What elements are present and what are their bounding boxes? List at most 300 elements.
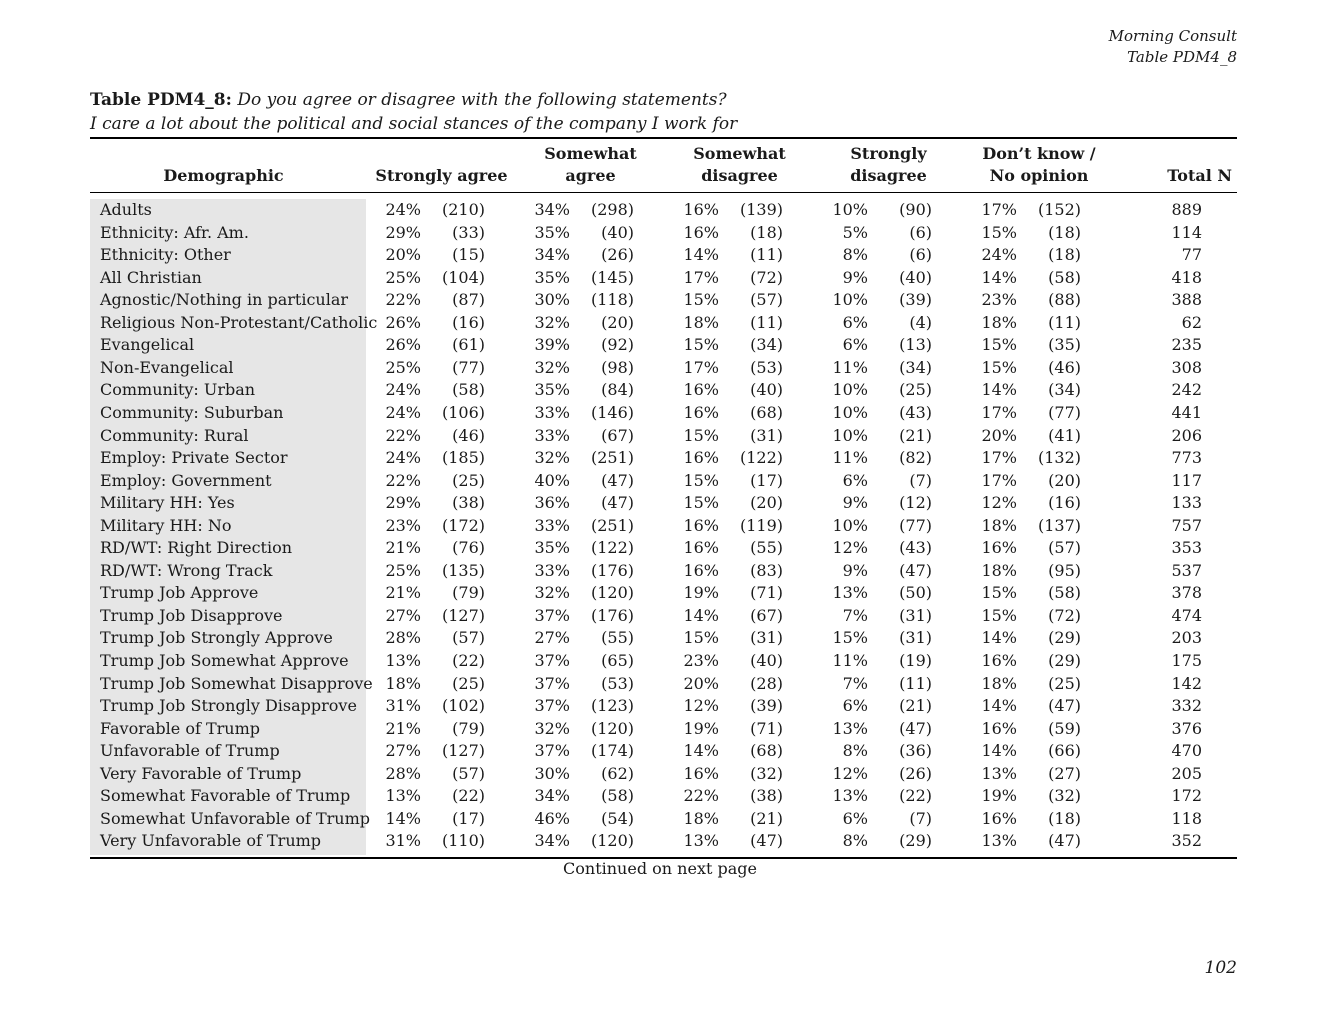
row-label: Trump Job Strongly Disapprove bbox=[100, 696, 357, 716]
table-row bbox=[90, 560, 1237, 582]
cell-total-n: 242 bbox=[1171, 380, 1202, 400]
cell-dk-pct: 16% bbox=[981, 651, 1017, 670]
cell-sd-n: (19) bbox=[899, 651, 932, 670]
header-rule bbox=[90, 192, 1237, 193]
cell-dk-n: (25) bbox=[1048, 673, 1081, 693]
cell-swa-n: (146) bbox=[590, 402, 634, 422]
cell-swa-n: (298) bbox=[590, 200, 634, 219]
cell-dk-pct: 23% bbox=[981, 290, 1017, 310]
cell-sd-pct: 10% bbox=[832, 290, 868, 310]
row-label: Community: Suburban bbox=[100, 402, 284, 422]
cell-sd-pct: 13% bbox=[832, 786, 868, 806]
cell-swd-pct: 13% bbox=[683, 831, 719, 851]
col-total-n: Total N bbox=[1167, 166, 1232, 185]
table-row bbox=[90, 627, 1237, 649]
table-row bbox=[90, 379, 1237, 401]
cell-swd-n: (53) bbox=[750, 357, 783, 377]
col-somewhat-disagree-l2: disagree bbox=[701, 166, 778, 185]
table-row bbox=[90, 402, 1237, 424]
cell-swd-pct: 14% bbox=[683, 245, 719, 265]
cell-dk-n: (77) bbox=[1048, 402, 1081, 422]
row-label: Unfavorable of Trump bbox=[100, 741, 280, 761]
col-dont-know-l1: Don’t know / bbox=[982, 144, 1096, 163]
cell-sd-n: (26) bbox=[899, 763, 932, 783]
cell-swa-pct: 27% bbox=[534, 628, 570, 648]
cell-sa-pct: 20% bbox=[385, 245, 421, 265]
cell-swd-pct: 22% bbox=[683, 786, 719, 806]
cell-swd-n: (47) bbox=[750, 831, 783, 851]
cell-sd-n: (6) bbox=[909, 245, 932, 265]
cell-dk-n: (32) bbox=[1048, 786, 1081, 806]
cell-total-n: 117 bbox=[1171, 470, 1202, 490]
cell-swd-pct: 16% bbox=[683, 402, 719, 422]
cell-swa-n: (58) bbox=[601, 786, 634, 806]
cell-total-n: 62 bbox=[1181, 312, 1202, 332]
cell-dk-n: (18) bbox=[1048, 222, 1081, 242]
cell-sa-pct: 27% bbox=[385, 741, 421, 761]
cell-swd-pct: 17% bbox=[683, 267, 719, 287]
cell-swa-n: (47) bbox=[601, 470, 634, 490]
cell-swa-pct: 37% bbox=[534, 651, 570, 670]
cell-total-n: 474 bbox=[1171, 605, 1202, 625]
cell-total-n: 376 bbox=[1171, 718, 1202, 738]
col-dont-know-l2: No opinion bbox=[989, 166, 1089, 185]
cell-swd-pct: 12% bbox=[683, 696, 719, 716]
cell-sa-n: (104) bbox=[441, 267, 485, 287]
cell-swd-n: (71) bbox=[750, 583, 783, 603]
cell-sd-n: (47) bbox=[899, 718, 932, 738]
cell-swd-n: (38) bbox=[750, 786, 783, 806]
cell-dk-n: (20) bbox=[1048, 470, 1081, 490]
cell-total-n: 203 bbox=[1171, 628, 1202, 648]
cell-total-n: 332 bbox=[1171, 696, 1202, 716]
cell-swa-n: (20) bbox=[601, 312, 634, 332]
cell-swa-pct: 40% bbox=[534, 470, 570, 490]
cell-swa-n: (120) bbox=[590, 831, 634, 851]
cell-dk-pct: 15% bbox=[981, 583, 1017, 603]
row-label: Military HH: Yes bbox=[100, 493, 235, 513]
cell-sd-n: (39) bbox=[899, 290, 932, 310]
cell-sa-pct: 31% bbox=[385, 696, 421, 716]
cell-swd-pct: 15% bbox=[683, 470, 719, 490]
cell-sa-pct: 28% bbox=[385, 763, 421, 783]
cell-swa-n: (176) bbox=[590, 560, 634, 580]
cell-total-n: 773 bbox=[1171, 448, 1202, 468]
cell-dk-n: (41) bbox=[1048, 425, 1081, 445]
cell-dk-pct: 15% bbox=[981, 335, 1017, 355]
cell-total-n: 205 bbox=[1171, 763, 1202, 783]
cell-swa-pct: 32% bbox=[534, 718, 570, 738]
cell-sd-n: (21) bbox=[899, 425, 932, 445]
cell-sa-n: (79) bbox=[452, 718, 485, 738]
cell-swa-pct: 39% bbox=[534, 335, 570, 355]
cell-swa-n: (123) bbox=[590, 696, 634, 716]
table-row bbox=[90, 334, 1237, 356]
row-label: Military HH: No bbox=[100, 515, 232, 535]
cell-total-n: 133 bbox=[1171, 493, 1202, 513]
cell-sd-pct: 7% bbox=[842, 605, 868, 625]
cell-swd-pct: 16% bbox=[683, 560, 719, 580]
cell-swa-n: (120) bbox=[590, 718, 634, 738]
cell-sa-n: (127) bbox=[441, 605, 485, 625]
cell-swa-n: (40) bbox=[601, 222, 634, 242]
table-row bbox=[90, 222, 1237, 244]
cell-sa-pct: 25% bbox=[385, 357, 421, 377]
cell-dk-n: (152) bbox=[1037, 200, 1081, 219]
cell-dk-pct: 16% bbox=[981, 808, 1017, 828]
cell-swa-n: (251) bbox=[590, 515, 634, 535]
table-row bbox=[90, 515, 1237, 537]
col-somewhat-disagree-l1: Somewhat bbox=[693, 144, 786, 163]
cell-sa-n: (210) bbox=[441, 200, 485, 219]
cell-swd-pct: 14% bbox=[683, 605, 719, 625]
cell-total-n: 175 bbox=[1171, 651, 1202, 670]
cell-swd-pct: 15% bbox=[683, 290, 719, 310]
row-label: Ethnicity: Other bbox=[100, 245, 231, 265]
cell-sa-pct: 21% bbox=[385, 538, 421, 558]
cell-sd-n: (40) bbox=[899, 267, 932, 287]
cell-swa-pct: 32% bbox=[534, 312, 570, 332]
cell-dk-pct: 20% bbox=[981, 425, 1017, 445]
cell-swa-n: (122) bbox=[590, 538, 634, 558]
cell-dk-pct: 15% bbox=[981, 605, 1017, 625]
cell-dk-n: (66) bbox=[1048, 741, 1081, 761]
cell-sa-n: (22) bbox=[452, 651, 485, 670]
cell-sd-pct: 5% bbox=[842, 222, 868, 242]
table-row bbox=[90, 785, 1237, 807]
cell-swd-n: (57) bbox=[750, 290, 783, 310]
cell-sd-n: (7) bbox=[909, 470, 932, 490]
cell-dk-n: (132) bbox=[1037, 448, 1081, 468]
header-table-id: Table PDM4_8 bbox=[1127, 48, 1237, 66]
cell-swa-n: (98) bbox=[601, 357, 634, 377]
cell-sa-pct: 24% bbox=[385, 402, 421, 422]
cell-sd-n: (43) bbox=[899, 538, 932, 558]
running-header bbox=[1109, 26, 1237, 68]
cell-sd-n: (90) bbox=[899, 200, 932, 219]
cell-total-n: 352 bbox=[1171, 831, 1202, 851]
top-rule bbox=[90, 137, 1237, 139]
cell-sa-pct: 21% bbox=[385, 718, 421, 738]
cell-swa-n: (26) bbox=[601, 245, 634, 265]
cell-dk-n: (47) bbox=[1048, 831, 1081, 851]
cell-swa-pct: 37% bbox=[534, 673, 570, 693]
cell-swd-n: (20) bbox=[750, 493, 783, 513]
cell-swa-n: (62) bbox=[601, 763, 634, 783]
cell-dk-n: (27) bbox=[1048, 763, 1081, 783]
cell-sd-n: (7) bbox=[909, 808, 932, 828]
cell-total-n: 142 bbox=[1171, 673, 1202, 693]
cell-dk-n: (72) bbox=[1048, 605, 1081, 625]
cell-total-n: 172 bbox=[1171, 786, 1202, 806]
row-label: Somewhat Favorable of Trump bbox=[100, 786, 351, 806]
cell-sd-pct: 9% bbox=[842, 560, 868, 580]
cell-dk-pct: 18% bbox=[981, 560, 1017, 580]
table-row bbox=[90, 718, 1237, 740]
cell-swd-n: (40) bbox=[750, 380, 783, 400]
cell-sa-n: (17) bbox=[452, 808, 485, 828]
table-row bbox=[90, 267, 1237, 289]
cell-total-n: 470 bbox=[1171, 741, 1202, 761]
cell-sd-pct: 10% bbox=[832, 200, 868, 219]
col-strongly-disagree-l1: Strongly bbox=[850, 144, 927, 163]
col-strongly-disagree-l2: disagree bbox=[850, 166, 927, 185]
cell-dk-pct: 16% bbox=[981, 718, 1017, 738]
cell-sd-pct: 10% bbox=[832, 402, 868, 422]
cell-sd-pct: 10% bbox=[832, 515, 868, 535]
cell-sd-n: (43) bbox=[899, 402, 932, 422]
cell-swd-pct: 23% bbox=[683, 651, 719, 670]
cell-swd-n: (122) bbox=[739, 448, 783, 468]
cell-dk-pct: 14% bbox=[981, 380, 1017, 400]
cell-sd-pct: 6% bbox=[842, 808, 868, 828]
cell-dk-pct: 12% bbox=[981, 493, 1017, 513]
cell-dk-n: (16) bbox=[1048, 493, 1081, 513]
cell-dk-pct: 15% bbox=[981, 357, 1017, 377]
cell-sa-pct: 25% bbox=[385, 560, 421, 580]
cell-swa-pct: 34% bbox=[534, 786, 570, 806]
cell-swa-pct: 33% bbox=[534, 402, 570, 422]
cell-swd-n: (55) bbox=[750, 538, 783, 558]
cell-sa-pct: 26% bbox=[385, 312, 421, 332]
cell-sa-pct: 24% bbox=[385, 448, 421, 468]
table-row bbox=[90, 673, 1237, 695]
cell-sd-pct: 6% bbox=[842, 335, 868, 355]
table-row bbox=[90, 605, 1237, 627]
cell-swd-n: (32) bbox=[750, 763, 783, 783]
cell-swa-n: (92) bbox=[601, 335, 634, 355]
cell-dk-pct: 14% bbox=[981, 267, 1017, 287]
cell-sa-pct: 22% bbox=[385, 470, 421, 490]
cell-total-n: 388 bbox=[1171, 290, 1202, 310]
cell-swd-pct: 16% bbox=[683, 515, 719, 535]
row-label: Religious Non-Protestant/Catholic bbox=[100, 312, 378, 332]
cell-sd-n: (13) bbox=[899, 335, 932, 355]
cell-sd-pct: 8% bbox=[842, 245, 868, 265]
row-label: Evangelical bbox=[100, 335, 195, 355]
cell-swd-pct: 16% bbox=[683, 200, 719, 219]
cell-sd-pct: 12% bbox=[832, 763, 868, 783]
table-row bbox=[90, 582, 1237, 604]
cell-dk-pct: 18% bbox=[981, 312, 1017, 332]
cell-sa-n: (185) bbox=[441, 448, 485, 468]
cell-total-n: 537 bbox=[1171, 560, 1202, 580]
continued-note: Continued on next page bbox=[563, 859, 757, 878]
cell-dk-pct: 19% bbox=[981, 786, 1017, 806]
row-label: All Christian bbox=[100, 267, 202, 287]
cell-sa-n: (77) bbox=[452, 357, 485, 377]
cell-total-n: 77 bbox=[1181, 245, 1202, 265]
cell-total-n: 353 bbox=[1171, 538, 1202, 558]
cell-swa-n: (118) bbox=[590, 290, 634, 310]
cell-sd-n: (82) bbox=[899, 448, 932, 468]
cell-sa-n: (110) bbox=[441, 831, 485, 851]
cell-swa-pct: 35% bbox=[534, 380, 570, 400]
cell-swd-pct: 20% bbox=[683, 673, 719, 693]
cell-swa-n: (54) bbox=[601, 808, 634, 828]
cell-sa-pct: 24% bbox=[385, 200, 421, 219]
cell-sa-n: (38) bbox=[452, 493, 485, 513]
title-label: Table PDM4_8: bbox=[90, 90, 232, 110]
cell-dk-n: (95) bbox=[1048, 560, 1081, 580]
cell-swa-pct: 33% bbox=[534, 560, 570, 580]
cell-dk-pct: 14% bbox=[981, 696, 1017, 716]
cell-swa-pct: 32% bbox=[534, 357, 570, 377]
cell-swa-pct: 34% bbox=[534, 245, 570, 265]
cell-swd-n: (68) bbox=[750, 402, 783, 422]
cell-sd-pct: 13% bbox=[832, 583, 868, 603]
cell-swa-pct: 32% bbox=[534, 448, 570, 468]
col-somewhat-agree-l2: agree bbox=[565, 166, 616, 185]
cell-sd-pct: 8% bbox=[842, 831, 868, 851]
cell-swd-n: (28) bbox=[750, 673, 783, 693]
row-label: Adults bbox=[100, 200, 152, 219]
cell-swa-pct: 35% bbox=[534, 267, 570, 287]
cell-sd-pct: 6% bbox=[842, 312, 868, 332]
cell-dk-pct: 17% bbox=[981, 200, 1017, 219]
cell-swd-pct: 18% bbox=[683, 808, 719, 828]
cell-dk-n: (29) bbox=[1048, 651, 1081, 670]
cell-sa-n: (87) bbox=[452, 290, 485, 310]
cell-swd-pct: 15% bbox=[683, 628, 719, 648]
cell-swa-n: (84) bbox=[601, 380, 634, 400]
cell-swd-n: (67) bbox=[750, 605, 783, 625]
cell-total-n: 418 bbox=[1171, 267, 1202, 287]
header-org: Morning Consult bbox=[1108, 27, 1237, 45]
cell-sa-pct: 25% bbox=[385, 267, 421, 287]
cell-swa-n: (53) bbox=[601, 673, 634, 693]
cell-sd-pct: 6% bbox=[842, 470, 868, 490]
cell-sa-pct: 31% bbox=[385, 831, 421, 851]
cell-swd-pct: 19% bbox=[683, 583, 719, 603]
row-label: Very Favorable of Trump bbox=[100, 763, 302, 783]
cell-sa-n: (46) bbox=[452, 425, 485, 445]
cell-dk-pct: 16% bbox=[981, 538, 1017, 558]
cell-swa-pct: 34% bbox=[534, 831, 570, 851]
cell-dk-pct: 13% bbox=[981, 763, 1017, 783]
cell-sd-n: (31) bbox=[899, 628, 932, 648]
cell-sa-pct: 27% bbox=[385, 605, 421, 625]
row-label: RD/WT: Wrong Track bbox=[100, 560, 273, 580]
row-label: Very Unfavorable of Trump bbox=[100, 831, 322, 851]
cell-swa-pct: 33% bbox=[534, 425, 570, 445]
cell-dk-n: (58) bbox=[1048, 267, 1081, 287]
cell-swd-pct: 16% bbox=[683, 222, 719, 242]
cell-total-n: 757 bbox=[1171, 515, 1202, 535]
cell-sd-pct: 11% bbox=[832, 357, 868, 377]
cell-swd-n: (39) bbox=[750, 696, 783, 716]
col-demographic: Demographic bbox=[163, 166, 284, 185]
cell-swa-pct: 46% bbox=[534, 808, 570, 828]
row-label: RD/WT: Right Direction bbox=[100, 538, 293, 558]
table-row bbox=[90, 695, 1237, 717]
row-label: Trump Job Disapprove bbox=[100, 605, 283, 625]
table-row bbox=[90, 740, 1237, 762]
cell-dk-n: (18) bbox=[1048, 245, 1081, 265]
cell-sa-n: (25) bbox=[452, 673, 485, 693]
cell-sd-pct: 10% bbox=[832, 425, 868, 445]
table-row bbox=[90, 830, 1237, 852]
cell-sa-n: (25) bbox=[452, 470, 485, 490]
cell-sd-pct: 15% bbox=[832, 628, 868, 648]
cell-swd-pct: 15% bbox=[683, 425, 719, 445]
cell-sa-pct: 21% bbox=[385, 583, 421, 603]
cell-swd-n: (139) bbox=[739, 200, 783, 219]
cell-swd-pct: 18% bbox=[683, 312, 719, 332]
cell-swd-n: (11) bbox=[750, 312, 783, 332]
cell-swd-n: (119) bbox=[739, 515, 783, 535]
cell-swd-pct: 15% bbox=[683, 335, 719, 355]
cell-total-n: 235 bbox=[1171, 335, 1202, 355]
cell-sa-pct: 26% bbox=[385, 335, 421, 355]
cell-dk-pct: 13% bbox=[981, 831, 1017, 851]
table-row bbox=[90, 312, 1237, 334]
cell-swa-n: (47) bbox=[601, 493, 634, 513]
table-row bbox=[90, 537, 1237, 559]
cell-sa-pct: 29% bbox=[385, 493, 421, 513]
cell-sa-n: (16) bbox=[452, 312, 485, 332]
table-row bbox=[90, 808, 1237, 830]
table-row bbox=[90, 447, 1237, 469]
cell-dk-pct: 14% bbox=[981, 741, 1017, 761]
cell-sa-n: (15) bbox=[452, 245, 485, 265]
row-label: Non-Evangelical bbox=[100, 357, 234, 377]
col-somewhat-agree bbox=[524, 143, 657, 187]
cell-sa-pct: 29% bbox=[385, 222, 421, 242]
cell-swa-pct: 35% bbox=[534, 222, 570, 242]
cell-sa-n: (57) bbox=[452, 763, 485, 783]
cell-swa-pct: 34% bbox=[534, 200, 570, 219]
cell-swd-n: (40) bbox=[750, 651, 783, 670]
cell-swa-n: (65) bbox=[601, 651, 634, 670]
table-row bbox=[90, 492, 1237, 514]
cell-sd-pct: 13% bbox=[832, 718, 868, 738]
row-label: Trump Job Somewhat Disapprove bbox=[100, 673, 373, 693]
cell-sd-pct: 10% bbox=[832, 380, 868, 400]
cell-dk-n: (58) bbox=[1048, 583, 1081, 603]
cell-sa-n: (172) bbox=[441, 515, 485, 535]
col-dont-know bbox=[971, 143, 1107, 187]
cell-sd-pct: 9% bbox=[842, 267, 868, 287]
row-label: Agnostic/Nothing in particular bbox=[100, 290, 349, 310]
table-row bbox=[90, 357, 1237, 379]
col-strongly-disagree bbox=[822, 143, 955, 187]
cell-sa-n: (22) bbox=[452, 786, 485, 806]
cell-swa-pct: 37% bbox=[534, 696, 570, 716]
row-label: Favorable of Trump bbox=[100, 718, 261, 738]
cell-dk-pct: 17% bbox=[981, 448, 1017, 468]
cell-sd-pct: 9% bbox=[842, 493, 868, 513]
cell-swa-n: (55) bbox=[601, 628, 634, 648]
cell-total-n: 118 bbox=[1171, 808, 1202, 828]
cell-dk-pct: 17% bbox=[981, 470, 1017, 490]
cell-swa-pct: 37% bbox=[534, 741, 570, 761]
cell-sd-n: (11) bbox=[899, 673, 932, 693]
cell-sa-n: (33) bbox=[452, 222, 485, 242]
cell-swa-pct: 30% bbox=[534, 290, 570, 310]
cell-dk-pct: 18% bbox=[981, 673, 1017, 693]
col-strongly-agree: Strongly agree bbox=[375, 166, 508, 185]
cell-swa-pct: 32% bbox=[534, 583, 570, 603]
cell-swd-pct: 16% bbox=[683, 763, 719, 783]
cell-sa-pct: 18% bbox=[385, 673, 421, 693]
cell-dk-n: (57) bbox=[1048, 538, 1081, 558]
row-label: Employ: Government bbox=[100, 470, 272, 490]
cell-swa-pct: 36% bbox=[534, 493, 570, 513]
cell-swd-n: (34) bbox=[750, 335, 783, 355]
row-label: Community: Urban bbox=[100, 380, 256, 400]
cell-sa-n: (61) bbox=[452, 335, 485, 355]
